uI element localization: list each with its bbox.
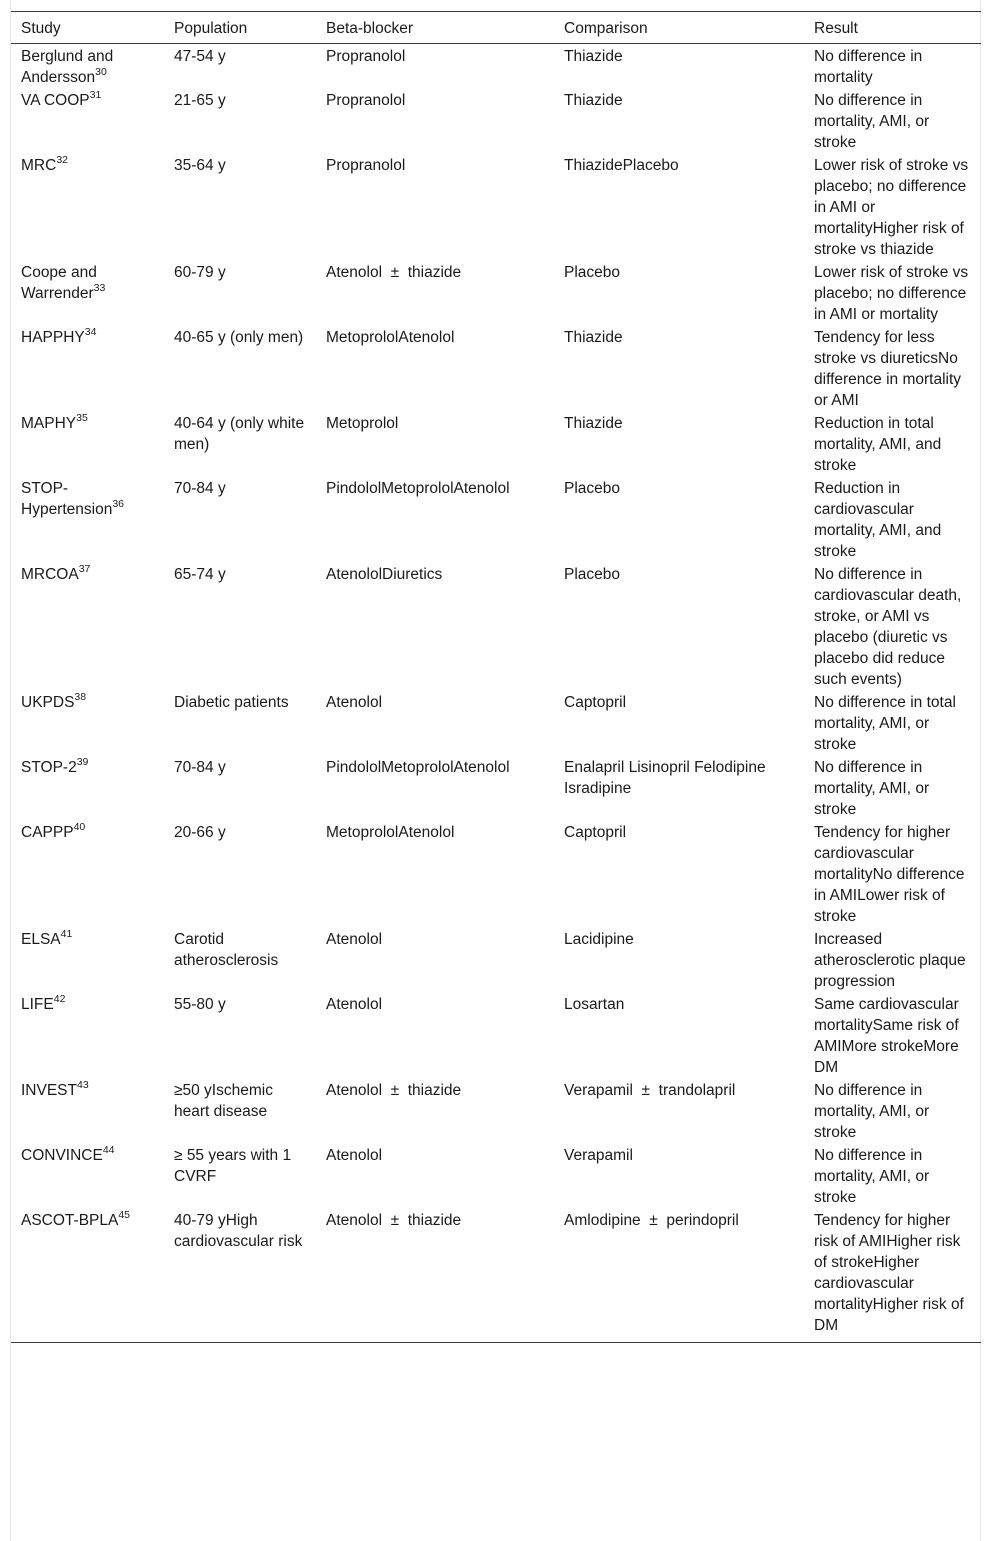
cell-comparison: ThiazidePlacebo xyxy=(564,157,679,174)
table-row xyxy=(11,1080,981,1145)
reference-number: 44 xyxy=(102,1143,115,1156)
cell-study xyxy=(11,822,164,929)
study-name: VA COOP xyxy=(21,92,90,109)
cell-result: No difference in mortality, AMI, or stroke xyxy=(814,1147,930,1206)
cell-result: Tendency for higher risk of AMIHigher risk of strokeHigher cardiovascular mortalityHigher risk of DM xyxy=(814,1212,964,1334)
reference-number: 33 xyxy=(93,281,106,294)
cell-beta-blocker: AtenololDiuretics xyxy=(326,566,443,583)
table-row xyxy=(11,822,981,929)
reference-number: 31 xyxy=(89,88,102,101)
reference-number: 37 xyxy=(78,562,91,575)
cell-study xyxy=(11,90,164,155)
reference-number: 43 xyxy=(76,1078,89,1091)
cell-result: Same cardiovascular mortalitySame risk of AMIMore strokeMore DM xyxy=(814,996,959,1076)
cell-comparison: Thiazide xyxy=(564,329,623,346)
cell-population: 35-64 y xyxy=(174,157,226,174)
cell-beta-blocker: Atenolol xyxy=(326,931,383,948)
header-beta-blocker: Beta-blocker xyxy=(326,20,414,37)
study-name: MRCOA xyxy=(21,566,79,583)
study-name: STOP-Hypertension xyxy=(21,480,113,518)
cell-result: Reduction in total mortality, AMI, and stroke xyxy=(814,415,942,474)
header-population: Population xyxy=(174,20,248,37)
table-row xyxy=(11,44,981,91)
cell-comparison: Placebo xyxy=(564,566,621,583)
cell-beta-blocker: MetoprololAtenolol xyxy=(326,329,455,346)
cell-comparison: Lacidipine xyxy=(564,931,634,948)
reference-number: 40 xyxy=(73,820,86,833)
cell-population: ≥50 yIschemic heart disease xyxy=(174,1082,273,1120)
table-row xyxy=(11,757,981,822)
cell-population: 70-84 y xyxy=(174,480,226,497)
cell-result: Lower risk of stroke vs placebo; no difference in AMI or mortality xyxy=(814,264,969,323)
cell-beta-blocker: Atenolol xyxy=(326,694,383,711)
cell-result: Tendency for higher cardiovascular mortalityNo difference in AMILower risk of stroke xyxy=(814,824,965,925)
table-row xyxy=(11,413,981,478)
reference-number: 39 xyxy=(76,755,89,768)
cell-comparison: Verapamil xyxy=(564,1147,633,1164)
study-name: CONVINCE xyxy=(21,1147,103,1164)
table-row xyxy=(11,1145,981,1210)
cell-study xyxy=(11,327,164,413)
study-name: MAPHY xyxy=(21,415,77,432)
cell-population: 65-74 y xyxy=(174,566,226,583)
cell-population: Carotid atherosclerosis xyxy=(174,931,279,969)
cell-study xyxy=(11,929,164,994)
cell-population: 55-80 y xyxy=(174,996,226,1013)
cell-population: 47-54 y xyxy=(174,48,226,65)
table-row xyxy=(11,155,981,262)
study-name: Coope and Warrender xyxy=(21,264,97,302)
cell-comparison: Verapamil ± trandolapril xyxy=(564,1082,736,1099)
table-row xyxy=(11,478,981,564)
cell-beta-blocker: Atenolol ± thiazide xyxy=(326,1082,462,1099)
cell-study xyxy=(11,155,164,262)
table-header-row xyxy=(11,12,981,44)
reference-number: 32 xyxy=(56,153,68,166)
cell-beta-blocker: Atenolol xyxy=(326,1147,383,1164)
cell-study xyxy=(11,262,164,327)
cell-study xyxy=(11,757,164,822)
table-row xyxy=(11,692,981,757)
cell-result: No difference in mortality, AMI, or stroke xyxy=(814,92,930,151)
cell-population: 40-64 y (only white men) xyxy=(174,415,305,453)
cell-comparison: Captopril xyxy=(564,694,627,711)
beta-blocker-trials-table xyxy=(11,11,981,1343)
cell-result: No difference in mortality, AMI, or stroke xyxy=(814,759,930,818)
cell-comparison: Placebo xyxy=(564,480,621,497)
cell-population: ≥ 55 years with 1 CVRF xyxy=(174,1147,292,1185)
table-row xyxy=(11,262,981,327)
cell-population: 70-84 y xyxy=(174,759,226,776)
table-row xyxy=(11,564,981,692)
cell-comparison: Losartan xyxy=(564,996,625,1013)
reference-number: 45 xyxy=(118,1208,131,1221)
cell-study xyxy=(11,1210,164,1343)
cell-result: Lower risk of stroke vs placebo; no difference in AMI or mortalityHigher risk of stroke vs thiazide xyxy=(814,157,969,258)
study-name: UKPDS xyxy=(21,694,75,711)
table-row xyxy=(11,929,981,994)
cell-population: Diabetic patients xyxy=(174,694,289,711)
cell-study xyxy=(11,413,164,478)
header-comparison: Comparison xyxy=(564,20,648,37)
cell-beta-blocker: Propranolol xyxy=(326,48,406,65)
cell-study xyxy=(11,564,164,692)
cell-comparison: Enalapril Lisinopril Felodipine Isradipine xyxy=(564,759,770,797)
cell-beta-blocker: Propranolol xyxy=(326,92,406,109)
reference-number: 42 xyxy=(53,992,66,1005)
cell-beta-blocker: Atenolol ± thiazide xyxy=(326,1212,462,1229)
study-name: STOP-2 xyxy=(21,759,77,776)
cell-population: 20-66 y xyxy=(174,824,226,841)
study-name: LIFE xyxy=(21,996,54,1013)
cell-result: No difference in mortality xyxy=(814,48,923,86)
cell-comparison: Amlodipine ± perindopril xyxy=(564,1212,739,1229)
header-result: Result xyxy=(814,20,858,37)
cell-population: 21-65 y xyxy=(174,92,226,109)
reference-number: 41 xyxy=(60,927,73,940)
reference-number: 38 xyxy=(74,690,87,703)
header-study: Study xyxy=(21,20,61,37)
study-name: MRC xyxy=(21,157,57,174)
cell-study xyxy=(11,994,164,1080)
cell-beta-blocker: Metoprolol xyxy=(326,415,399,432)
study-name: INVEST xyxy=(21,1082,77,1099)
cell-study xyxy=(11,478,164,564)
cell-population: 40-79 yHigh cardiovascular risk xyxy=(174,1212,303,1250)
study-name: HAPPHY xyxy=(21,329,85,346)
reference-number: 34 xyxy=(84,325,97,338)
cell-result: Reduction in cardiovascular mortality, AMI, and stroke xyxy=(814,480,942,560)
cell-result: No difference in mortality, AMI, or stroke xyxy=(814,1082,930,1141)
reference-number: 35 xyxy=(76,411,88,424)
cell-beta-blocker: PindololMetoprololAtenolol xyxy=(326,480,510,497)
table-row xyxy=(11,327,981,413)
cell-study xyxy=(11,44,164,91)
cell-beta-blocker: PindololMetoprololAtenolol xyxy=(326,759,510,776)
cell-population: 60-79 y xyxy=(174,264,226,281)
table-row xyxy=(11,90,981,155)
cell-study xyxy=(11,1145,164,1210)
cell-result: No difference in total mortality, AMI, or stroke xyxy=(814,694,956,753)
cell-result: Tendency for less stroke vs diureticsNo difference in mortality or AMI xyxy=(814,329,962,409)
table-row xyxy=(11,1210,981,1343)
cell-comparison: Captopril xyxy=(564,824,627,841)
cell-comparison: Placebo xyxy=(564,264,621,281)
cell-population: 40-65 y (only men) xyxy=(174,329,304,346)
cell-result: Increased atherosclerotic plaque progression xyxy=(814,931,966,990)
study-name: CAPPP xyxy=(21,824,74,841)
study-name: ASCOT-BPLA xyxy=(21,1212,119,1229)
cell-study xyxy=(11,692,164,757)
table-row xyxy=(11,994,981,1080)
cell-beta-blocker: Atenolol xyxy=(326,996,383,1013)
reference-number: 30 xyxy=(95,65,107,78)
study-name: Berglund and Andersson xyxy=(21,48,114,86)
cell-beta-blocker: MetoprololAtenolol xyxy=(326,824,455,841)
cell-result: No difference in cardiovascular death, stroke, or AMI vs placebo (diuretic vs placebo did reduce such events) xyxy=(814,566,962,688)
cell-beta-blocker: Atenolol ± thiazide xyxy=(326,264,462,281)
cell-comparison: Thiazide xyxy=(564,48,623,65)
reference-number: 36 xyxy=(112,497,125,510)
cell-beta-blocker: Propranolol xyxy=(326,157,406,174)
cell-comparison: Thiazide xyxy=(564,415,623,432)
cell-study xyxy=(11,1080,164,1145)
study-name: ELSA xyxy=(21,931,61,948)
cell-comparison: Thiazide xyxy=(564,92,623,109)
